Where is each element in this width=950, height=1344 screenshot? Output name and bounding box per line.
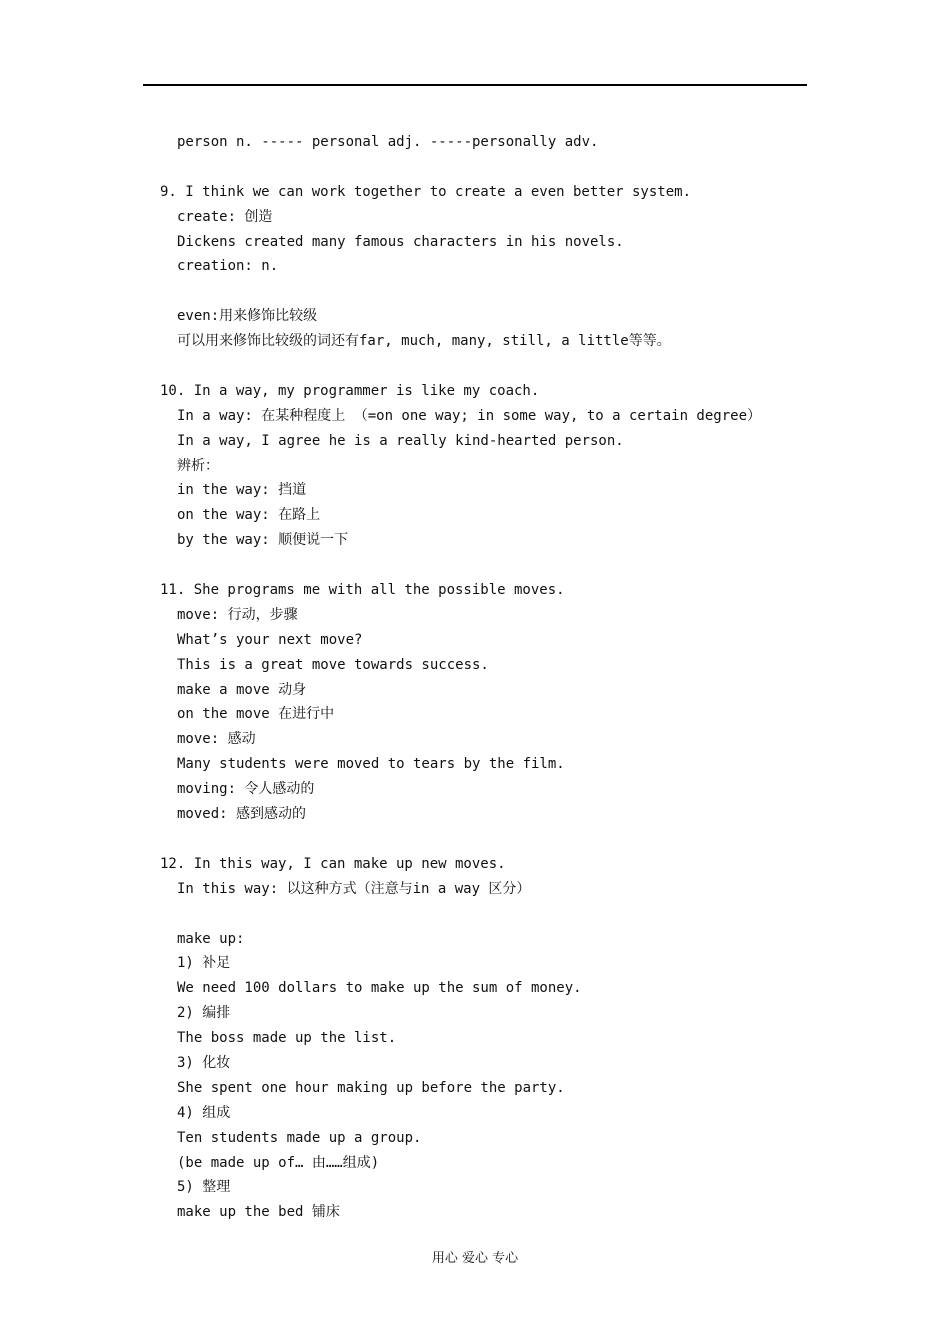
spacer xyxy=(160,155,820,180)
text-line: on the way: 在路上 xyxy=(177,507,321,524)
text-line: This is a great move towards success. xyxy=(177,656,489,673)
text-line: 辨析： xyxy=(177,457,219,474)
spacer xyxy=(160,354,820,379)
text-line: moving: 令人感动的 xyxy=(177,781,315,798)
text-line: 5) 整理 xyxy=(177,1179,231,1196)
text-line: on the move 在进行中 xyxy=(177,706,335,723)
document-body xyxy=(160,130,820,1225)
spacer xyxy=(160,279,820,304)
item-heading-12: 12. In this way, I can make up new moves. xyxy=(160,855,506,872)
spacer xyxy=(160,902,820,927)
text-line: by the way: 顺便说一下 xyxy=(177,532,349,549)
text-line: The boss made up the list. xyxy=(177,1030,397,1047)
text-line: Dickens created many famous characters in his novels. xyxy=(177,233,624,250)
text-line: She spent one hour making up before the party. xyxy=(177,1079,565,1096)
text-line: even:用来修饰比较级 xyxy=(177,308,318,325)
spacer xyxy=(160,827,820,852)
text-line: 可以用来修饰比较级的词还有far, much, many, still, a little等等。 xyxy=(177,333,671,350)
text-line: move: 行动，步骤 xyxy=(177,606,298,623)
text-line: In a way: 在某种程度上 （=on one way; in some way, to a certain degree） xyxy=(177,407,762,424)
header-rule xyxy=(143,84,807,86)
text-line: make a move 动身 xyxy=(177,681,307,698)
text-line: 4) 组成 xyxy=(177,1104,231,1121)
text-line: make up the bed 铺床 xyxy=(177,1204,340,1221)
item-heading-11: 11. She programs me with all the possible moves. xyxy=(160,582,565,599)
text-line: moved: 感到感动的 xyxy=(177,806,307,823)
text-line: In this way: 以这种方式（注意与in a way 区分） xyxy=(177,880,531,897)
text-line: make up: xyxy=(177,930,245,947)
text-line: What’s your next move? xyxy=(177,631,363,648)
text-line: 2) 编排 xyxy=(177,1005,231,1022)
item-heading-9: 9. I think we can work together to create a even better system. xyxy=(160,183,692,200)
text-line: in the way: 挡道 xyxy=(177,482,307,499)
text-line: Ten students made up a group. xyxy=(177,1129,422,1146)
item-heading-10: 10. In a way, my programmer is like my coach. xyxy=(160,382,540,399)
text-line: (be made up of… 由……组成) xyxy=(177,1154,380,1171)
page-footer: 用心 爱心 专心 xyxy=(431,1251,519,1266)
text-line: creation: n. xyxy=(177,258,279,275)
spacer xyxy=(160,553,820,578)
text-line: Many students were moved to tears by the film. xyxy=(177,756,565,773)
text-line: In a way, I agree he is a really kind-hearted person. xyxy=(177,432,624,449)
text-line: 3) 化妆 xyxy=(177,1054,231,1071)
text-line: move: 感动 xyxy=(177,731,256,748)
text-line: create: 创造 xyxy=(177,208,273,225)
text-line: 1) 补足 xyxy=(177,955,231,972)
text-line: We need 100 dollars to make up the sum of money. xyxy=(177,980,582,997)
text-line: person n. ----- personal adj. -----personally adv. xyxy=(177,134,599,150)
